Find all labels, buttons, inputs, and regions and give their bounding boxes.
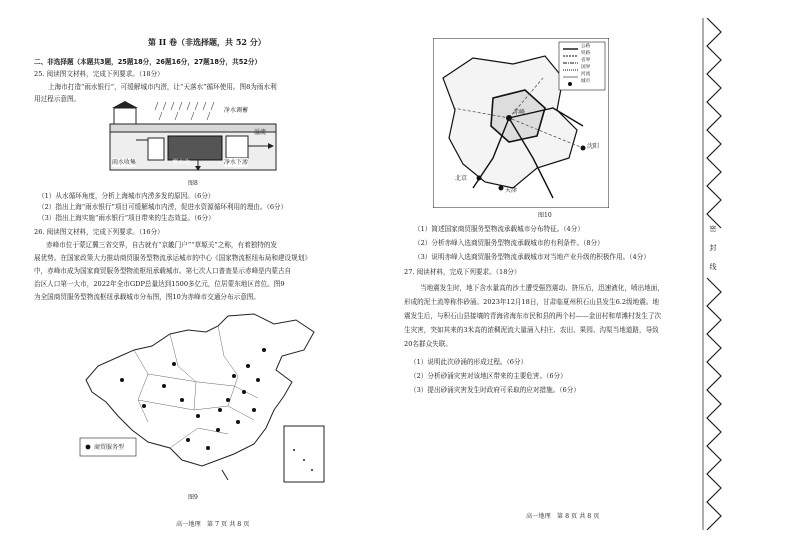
figure-8-rainwater-diagram [108, 100, 280, 176]
q27-para-4: 生灾害，突如其来的3米高的浓稠泥流大量涌入村庄、农田、果园、沟渠当地道路，导致 [404, 326, 659, 334]
fig10-legend-0: 公路 [581, 44, 591, 49]
figure-9-caption: 图9 [188, 494, 198, 501]
q27-para-3: 震发生后，与积石山县接壤的青海省海东市民和县的两个村——金田村和草滩村发生了次 [404, 312, 662, 320]
footer-left: 高一地理 第 7 页 共 8 页 [176, 521, 250, 528]
label-overflow: 溢流 [254, 129, 267, 136]
q27-sub-2: （2）分析砂涌灾害对该地区带来的主要危害。（6分） [410, 372, 567, 380]
q25-sub-1: （1）从水循环角度，分析上海城市内涝多发的原因。（6分） [38, 192, 215, 200]
label-pool: 蓄水池 [172, 159, 191, 166]
q27-sub-1: （1）说明此次砂涌的形成过程。（6分） [410, 358, 528, 366]
q27-para-1: 当地震发生时，地下含水量高的沙土遭受强烈震动、挤压后，迅速液化，喷出地面， [420, 284, 664, 292]
city-shenyang: 沈阳 [587, 143, 600, 150]
figure-8-caption: 图8 [188, 180, 198, 187]
label-rain-collect: 雨水收集 [112, 159, 137, 166]
q26-head: 26. 阅读图文材料，完成下列要求。（16分） [34, 228, 164, 236]
q27-para-2: 形成的泥土流等称作砂涌。2023年12月18日，甘肃临夏州积石山县发生6.2级地震。地 [404, 298, 660, 306]
city-chifeng: 赤峰 [513, 109, 526, 116]
fig10-legend-4: 河流 [581, 72, 591, 77]
city-tianjin: 天津 [505, 187, 518, 194]
city-beijing: 北京 [455, 175, 468, 182]
footer-right: 高一地理 第 8 页 共 8 页 [526, 513, 600, 520]
q26-para-5: 为全国商贸服务型物流枢纽承载城市分布图，图10为赤峰市交通分布示意图。 [34, 293, 260, 301]
q26-sub-3: （3）说明赤峰入选商贸服务型物流承载城市对当地产业升级的积极作用。（4分） [414, 253, 650, 261]
q26-para-4: 治区人口第一大市，2022年全市GDP总量达到1500多亿元，位居蒙东地区首位。图9 [34, 280, 285, 288]
fig10-legend-3: 国界 [581, 65, 591, 70]
section-title: 第 II 卷（非选择题，共 52 分） [148, 37, 266, 47]
q25-intro-2: 用过程示意图。 [34, 95, 81, 103]
figure-10-chifeng-map [433, 38, 609, 208]
q26-para-2: 展优势。在国家政策大力推动商贸服务型物流承运城市的中心《国家物流枢纽布局和建设规划》 [34, 254, 311, 262]
figure-9-china-map [78, 310, 328, 490]
fig10-legend-1: 铁路 [581, 51, 591, 56]
q26-para-3: 中，赤峰市成为国家商贸服务型物流枢纽承载城市。第七次人口普查显示赤峰是内蒙古自 [34, 267, 292, 275]
q25-sub-3: （3）指出上海实施“雨水银行”项目带来的生态效益。（6分） [38, 214, 215, 222]
fig10-legend-5: 城市 [581, 79, 591, 84]
q26-sub-1: （1）简述国家商贸服务型物流承载城市分布特征。（4分） [414, 225, 584, 233]
binder-label-1: 密 [709, 225, 717, 232]
q26-sub-2: （2）分析赤峰入选商贸服务型物流承载城市的有利条件。（8分） [414, 239, 604, 247]
q25-intro-1: 上海市打造“雨水银行”，可缓解城市内涝，让“天落水”循环使用。图8为雨水利 [48, 83, 277, 91]
q27-head: 27. 阅读材料，完成下列要求。（18分） [404, 268, 521, 276]
binding-margin [701, 18, 727, 530]
label-reinfuse: 净水下渗 [224, 159, 249, 166]
label-purify: 净水调蓄 [224, 107, 249, 114]
q25-sub-2: （2）指出上海“雨水银行”项目可缓解城市内涝，促进水资源循环利用的理由。（6分） [38, 203, 288, 211]
q27-sub-3: （3）提出砂涌灾害发生时政府可采取的应对措施。（6分） [410, 386, 580, 394]
q27-para-5: 20名群众失联。 [404, 340, 452, 348]
q26-para-1: 赤峰市位于蒙辽冀三省交界，自古就有“京畿门户”“草塬关”之称，有着独特的发 [46, 241, 278, 249]
fig9-legend: 商贸服务型 [94, 444, 125, 451]
fig10-legend-2: 省界 [581, 58, 591, 63]
binder-label-2: 封 [709, 244, 717, 251]
figure-10-caption: 图10 [538, 212, 552, 219]
binder-label-3: 线 [709, 263, 717, 270]
section-heading: 二、非选择题（本题共3题，25题18分，26题16分，27题18分，共52分） [34, 58, 262, 66]
q25-head: 25. 阅读图文材料，完成下列要求。（18分） [34, 70, 164, 78]
